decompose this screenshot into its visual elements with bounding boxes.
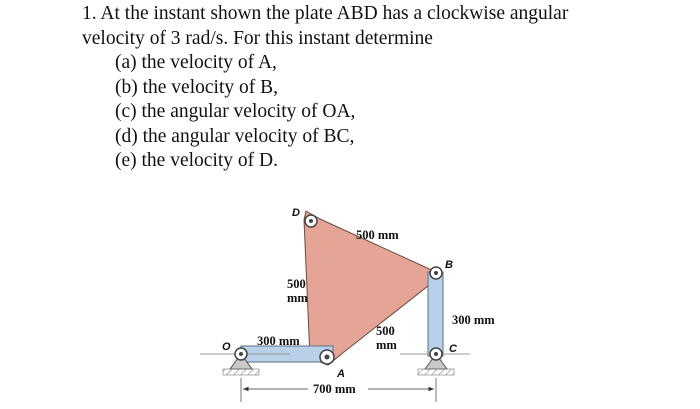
question-d: (d) the angular velocity of BC, (115, 125, 355, 147)
pin-o (235, 348, 247, 360)
dim-bc: 300 mm (452, 313, 495, 327)
dim-vertical-right-unit: mm (376, 338, 397, 352)
pin-d (305, 215, 317, 227)
label-b: B (445, 259, 453, 271)
link-bc (428, 272, 443, 356)
label-o: O (222, 341, 231, 353)
pin-a (320, 350, 334, 364)
label-a: A (337, 368, 345, 380)
dim-vertical-left-num: 500 (287, 277, 306, 291)
stem-line-1: 1. At the instant shown the plate ABD has a clockwise angular (82, 3, 569, 24)
stem-line-2: velocity of 3 rad/s. For this instant determine (82, 27, 433, 49)
pin-b (430, 267, 442, 279)
dim-overall: 700 mm (313, 382, 356, 396)
question-c: (c) the angular velocity of OA, (115, 101, 356, 122)
label-c: C (449, 343, 457, 355)
question-e: (e) the velocity of D. (115, 150, 278, 171)
dim-db: 500 mm (356, 228, 399, 242)
dim-vertical-left-unit: mm (287, 291, 308, 305)
pin-c (430, 348, 442, 360)
question-b: (b) the velocity of B, (115, 76, 278, 98)
question-a: (a) the velocity of A, (115, 52, 277, 73)
label-d: D (292, 207, 300, 219)
dim-oa: 300 mm (257, 334, 300, 348)
dim-vertical-right-num: 500 (376, 324, 395, 338)
